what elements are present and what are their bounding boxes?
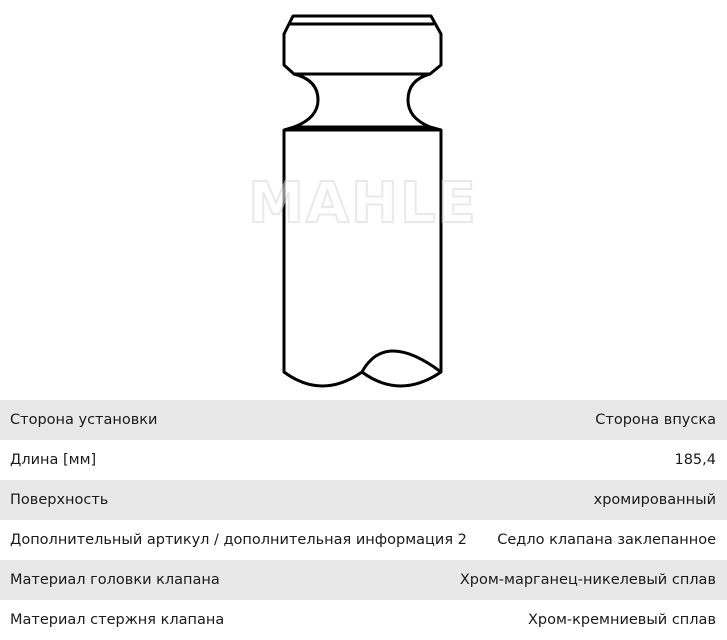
spec-row xyxy=(0,480,727,520)
spec-value: Хром-кремниевый сплав xyxy=(527,612,716,628)
spec-row xyxy=(0,520,727,560)
spec-value: Сторона впуска xyxy=(595,412,716,428)
spec-value: Хром-марганец-никелевый сплав xyxy=(459,572,716,588)
specs-table xyxy=(0,400,727,640)
spec-row xyxy=(0,440,727,480)
spec-label: Материал головки клапана xyxy=(10,572,220,588)
spec-row xyxy=(0,400,727,440)
spec-label: Сторона установки xyxy=(10,412,158,428)
spec-label: Длина [мм] xyxy=(10,452,97,468)
spec-value: Седло клапана заклепанное xyxy=(497,532,716,548)
svg-text:MAHLE: MAHLE xyxy=(248,171,478,236)
spec-row xyxy=(0,600,727,640)
spec-row xyxy=(0,560,727,600)
mahle-watermark-logo xyxy=(248,171,478,236)
spec-label: Дополнительный артикул / дополнительная информация 2 xyxy=(10,532,467,548)
spec-label: Поверхность xyxy=(10,492,109,508)
spec-value: 185,4 xyxy=(674,452,716,468)
spec-label: Материал стержня клапана xyxy=(10,612,225,628)
spec-value: хромированный xyxy=(593,492,716,508)
